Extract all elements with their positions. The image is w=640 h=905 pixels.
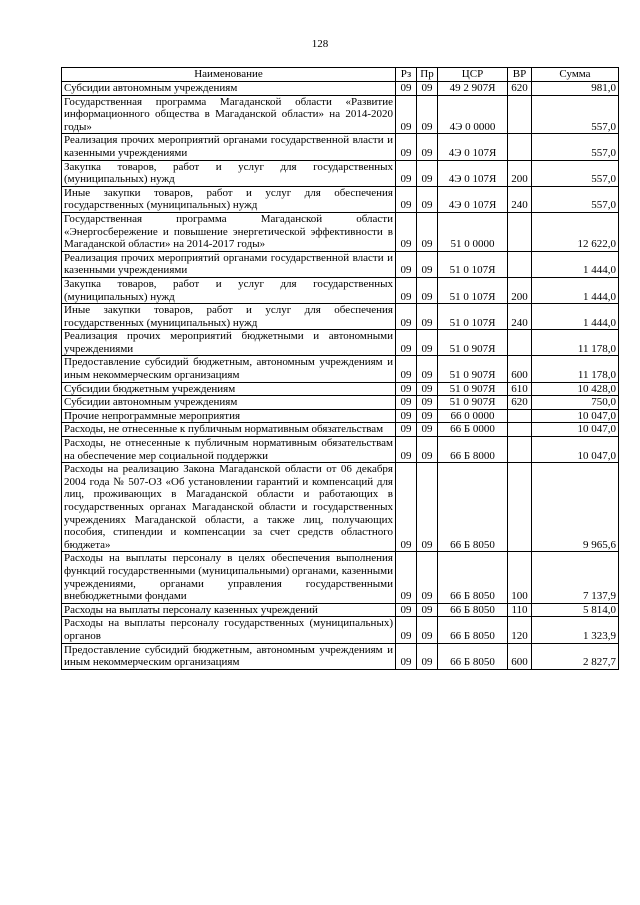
row-csr: 66 Б 8050 [438, 463, 508, 552]
header-name: Наименование [62, 68, 396, 82]
row-csr: 51 0 907Я [438, 356, 508, 382]
row-name: Закупка товаров, работ и услуг для государственных (муниципальных) нужд [62, 160, 396, 186]
row-sum: 750,0 [532, 396, 619, 410]
row-rz: 09 [396, 277, 417, 303]
row-vr [508, 463, 532, 552]
row-sum: 981,0 [532, 82, 619, 96]
table-row [62, 186, 619, 212]
table-row [62, 409, 619, 423]
row-sum: 11 178,0 [532, 330, 619, 356]
row-name: Предоставление субсидий бюджетным, автономным учреждениям и иным некоммерческим организациям [62, 643, 396, 669]
row-vr [508, 409, 532, 423]
row-sum: 12 622,0 [532, 212, 619, 251]
row-vr: 610 [508, 382, 532, 396]
row-rz: 09 [396, 463, 417, 552]
row-rz: 09 [396, 396, 417, 410]
row-csr: 4Э 0 107Я [438, 186, 508, 212]
row-name: Субсидии автономным учреждениям [62, 82, 396, 96]
row-sum: 557,0 [532, 160, 619, 186]
table-row [62, 330, 619, 356]
row-csr: 66 Б 8000 [438, 437, 508, 463]
row-name: Расходы на выплаты персоналу казенных учреждений [62, 603, 396, 617]
header-rz: Рз [396, 68, 417, 82]
row-name: Прочие непрограммные мероприятия [62, 409, 396, 423]
row-vr [508, 251, 532, 277]
table-row [62, 552, 619, 603]
row-pr: 09 [417, 603, 438, 617]
row-pr: 09 [417, 277, 438, 303]
row-sum: 557,0 [532, 134, 619, 160]
row-pr: 09 [417, 643, 438, 669]
row-rz: 09 [396, 134, 417, 160]
row-name: Реализация прочих мероприятий бюджетными и автономными учреждениями [62, 330, 396, 356]
row-name: Государственная программа Магаданской области «Энергосбережение и повышение энергетической эффективности в Магаданской области» на 2014-2017 годы» [62, 212, 396, 251]
row-rz: 09 [396, 251, 417, 277]
table-row [62, 251, 619, 277]
row-name: Предоставление субсидий бюджетным, автономным учреждениям и иным некоммерческим организациям [62, 356, 396, 382]
row-pr: 09 [417, 552, 438, 603]
header-pr: Пр [417, 68, 438, 82]
row-rz: 09 [396, 186, 417, 212]
row-pr: 09 [417, 617, 438, 643]
row-vr: 620 [508, 82, 532, 96]
row-rz: 09 [396, 160, 417, 186]
row-vr [508, 423, 532, 437]
table-row [62, 643, 619, 669]
row-rz: 09 [396, 212, 417, 251]
row-rz: 09 [396, 643, 417, 669]
row-pr: 09 [417, 251, 438, 277]
table-row [62, 617, 619, 643]
page-number: 128 [311, 38, 329, 50]
row-pr: 09 [417, 186, 438, 212]
row-vr: 120 [508, 617, 532, 643]
table-row [62, 82, 619, 96]
row-vr [508, 330, 532, 356]
header-csr: ЦСР [438, 68, 508, 82]
row-vr: 100 [508, 552, 532, 603]
row-pr: 09 [417, 304, 438, 330]
header-vr: ВР [508, 68, 532, 82]
row-csr: 4Э 0 107Я [438, 134, 508, 160]
table-row [62, 95, 619, 134]
row-sum: 9 965,6 [532, 463, 619, 552]
row-name: Расходы, не отнесенные к публичным нормативным обязательствам [62, 423, 396, 437]
row-rz: 09 [396, 304, 417, 330]
row-csr: 51 0 107Я [438, 277, 508, 303]
table-row [62, 437, 619, 463]
row-pr: 09 [417, 423, 438, 437]
row-name: Государственная программа Магаданской области «Развитие информационного общества в Магаданской области» на 2014-2020 годы» [62, 95, 396, 134]
row-name: Реализация прочих мероприятий органами государственной власти и казенными учреждениями [62, 251, 396, 277]
row-sum: 10 047,0 [532, 409, 619, 423]
row-pr: 09 [417, 356, 438, 382]
table-row [62, 356, 619, 382]
row-sum: 1 323,9 [532, 617, 619, 643]
row-name: Расходы на выплаты персоналу в целях обеспечения выполнения функций государственными (муниципальными) органами, казенными учреждениями, органами управления государственными внебюджетными фондами [62, 552, 396, 603]
row-csr: 66 Б 0000 [438, 423, 508, 437]
row-csr: 51 0 907Я [438, 396, 508, 410]
row-pr: 09 [417, 134, 438, 160]
row-csr: 66 Б 8050 [438, 617, 508, 643]
table-row [62, 423, 619, 437]
row-sum: 10 047,0 [532, 437, 619, 463]
row-sum: 1 444,0 [532, 304, 619, 330]
row-rz: 09 [396, 382, 417, 396]
row-sum: 7 137,9 [532, 552, 619, 603]
row-name: Закупка товаров, работ и услуг для государственных (муниципальных) нужд [62, 277, 396, 303]
table-row [62, 463, 619, 552]
row-pr: 09 [417, 396, 438, 410]
row-rz: 09 [396, 437, 417, 463]
table-row [62, 603, 619, 617]
row-rz: 09 [396, 95, 417, 134]
row-vr [508, 437, 532, 463]
row-rz: 09 [396, 552, 417, 603]
row-sum: 557,0 [532, 95, 619, 134]
row-csr: 66 Б 8050 [438, 643, 508, 669]
row-vr [508, 212, 532, 251]
row-vr: 600 [508, 643, 532, 669]
row-name: Иные закупки товаров, работ и услуг для обеспечения государственных (муниципальных) нужд [62, 186, 396, 212]
row-pr: 09 [417, 160, 438, 186]
row-rz: 09 [396, 603, 417, 617]
row-csr: 4Э 0 0000 [438, 95, 508, 134]
row-name: Расходы на выплаты персоналу государственных (муниципальных) органов [62, 617, 396, 643]
row-sum: 10 047,0 [532, 423, 619, 437]
table-row [62, 304, 619, 330]
row-csr: 51 0 907Я [438, 330, 508, 356]
row-rz: 09 [396, 356, 417, 382]
row-sum: 2 827,7 [532, 643, 619, 669]
row-sum: 5 814,0 [532, 603, 619, 617]
row-pr: 09 [417, 409, 438, 423]
row-sum: 557,0 [532, 186, 619, 212]
row-csr: 66 0 0000 [438, 409, 508, 423]
row-rz: 09 [396, 330, 417, 356]
row-rz: 09 [396, 423, 417, 437]
header-sum: Сумма [532, 68, 619, 82]
row-vr: 110 [508, 603, 532, 617]
table-body [62, 82, 619, 670]
table-row [62, 396, 619, 410]
row-vr: 600 [508, 356, 532, 382]
row-sum: 11 178,0 [532, 356, 619, 382]
table-row [62, 277, 619, 303]
row-sum: 1 444,0 [532, 277, 619, 303]
row-pr: 09 [417, 437, 438, 463]
row-vr: 620 [508, 396, 532, 410]
row-sum: 10 428,0 [532, 382, 619, 396]
table-row [62, 212, 619, 251]
row-rz: 09 [396, 409, 417, 423]
row-pr: 09 [417, 463, 438, 552]
row-vr: 240 [508, 304, 532, 330]
row-csr: 51 0 107Я [438, 251, 508, 277]
row-vr [508, 134, 532, 160]
budget-table [61, 67, 619, 670]
row-pr: 09 [417, 82, 438, 96]
row-csr: 51 0 907Я [438, 382, 508, 396]
row-pr: 09 [417, 330, 438, 356]
row-name: Субсидии автономным учреждениям [62, 396, 396, 410]
row-name: Реализация прочих мероприятий органами государственной власти и казенными учреждениями [62, 134, 396, 160]
row-csr: 66 Б 8050 [438, 603, 508, 617]
table-row [62, 134, 619, 160]
row-csr: 49 2 907Я [438, 82, 508, 96]
row-pr: 09 [417, 95, 438, 134]
row-vr: 240 [508, 186, 532, 212]
row-vr: 200 [508, 160, 532, 186]
row-csr: 4Э 0 107Я [438, 160, 508, 186]
row-rz: 09 [396, 82, 417, 96]
table-row [62, 160, 619, 186]
row-name: Субсидии бюджетным учреждениям [62, 382, 396, 396]
row-name: Иные закупки товаров, работ и услуг для обеспечения государственных (муниципальных) нужд [62, 304, 396, 330]
row-pr: 09 [417, 382, 438, 396]
row-csr: 51 0 107Я [438, 304, 508, 330]
row-sum: 1 444,0 [532, 251, 619, 277]
table-header-row [62, 68, 619, 82]
row-vr [508, 95, 532, 134]
row-pr: 09 [417, 212, 438, 251]
row-rz: 09 [396, 617, 417, 643]
row-vr: 200 [508, 277, 532, 303]
row-csr: 66 Б 8050 [438, 552, 508, 603]
table-row [62, 382, 619, 396]
row-name: Расходы на реализацию Закона Магаданской области от 06 декабря 2004 года № 507-ОЗ «Об установлении гарантий и компенсаций для лиц, проживающих в Магаданской области и работающих в государственных органах Магаданской области и государственных учреждениях Магаданской области, а также лиц, получающих пособия, стипендии и компенсации за счет средств областного бюджета» [62, 463, 396, 552]
row-name: Расходы, не отнесенные к публичным нормативным обязательствам на обеспечение мер социальной поддержки [62, 437, 396, 463]
row-csr: 51 0 0000 [438, 212, 508, 251]
